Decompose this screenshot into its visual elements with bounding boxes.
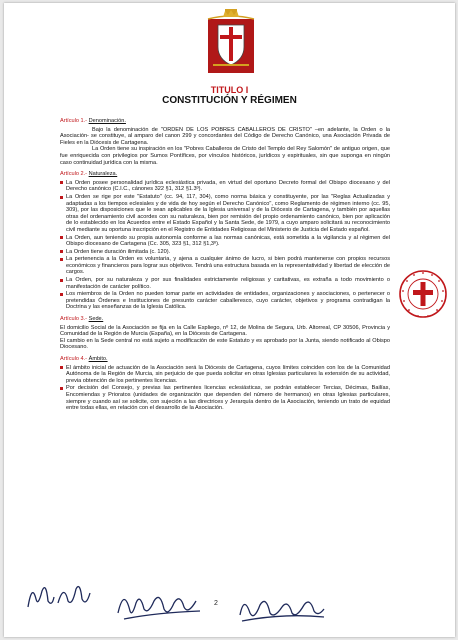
article-number: Artículo 1.- — [60, 118, 88, 124]
paragraph: La Orden tiene su inspiración en los "Pobres Caballeros de Cristo del Templo del Rey Salomón" de antiguo origen, que fue enriquecida con privilegios por Sumos Pontífices, por vínculos históricos, jurídicos y espirituales, sin que suponga en ningún caso continuidad jurídica con la misma. — [60, 146, 390, 166]
page-number: 2 — [214, 600, 218, 607]
list-item: La Orden, aun teniendo su propia autonomía conforme a las normas canónicas, está sometida a la vigilancia y al régimen del Obispo diocesano de Cartagena (Cc. 305, 323 §1, 312 §1,3º). — [60, 235, 390, 248]
article-2 — [60, 171, 390, 311]
paragraph: El cambio en la Sede central no está sujeto a modificación de este Estatuto y es aprobado por la Junta, siendo notificado al Obispo Diocesano. — [60, 337, 390, 351]
official-seal-icon — [397, 249, 449, 339]
coat-of-arms-icon — [205, 9, 257, 75]
article-title: Ámbito. — [88, 356, 108, 362]
paragraph: Bajo la denominación de "ORDEN DE LOS POBRES CABALLEROS DE CRISTO" –en adelante, la Orden o la Asociación- se constituye, al amparo del canon 299 y concordantes del Código de Derecho Canónico, una Asociación Privada de Fieles en la Diócesis de Cartagena. — [60, 126, 390, 146]
article-title: Denominación. — [88, 118, 126, 124]
page-title: CONSTITUCIÓN Y RÉGIMEN — [162, 95, 297, 106]
list-item: La Orden posee personalidad jurídica eclesiástica privada, en virtud del oportuno Decreto formal del Obispo diocesano y del Derecho canónico (C.I.C., cánones 322 §1, 312 §1.3º). — [60, 180, 390, 193]
signature-1 — [24, 577, 94, 617]
article-number: Artículo 4.- — [60, 356, 88, 362]
article-4 — [60, 356, 390, 412]
list-item: La Orden se rige por este "Estatuto" (cc. 94, 117, 304), como norma básica y constituyente, por las "Reglas Actualizadas y adaptadas a los tiempos eclesiales y de vida de hoy según el Derecho Canónico", como Reglamento de régimen interno (cc. 95, 309), por las disposiciones que le sean aplicables de la Iglesia universal y de la Diócesis de Cartagena, y también por aquellas otras del ordenamiento civil acordes con su naturaleza, bien por remisión del propio ordenamiento canónico, bien por aplicación de lo establecido en los Acuerdos entre el Estado Español y la Santa Sede, de 1979, a cuyo amparo solicitará su reconocimiento civil mediante su oportuna inscripción en el Registro de Entidades Religiosas del Ministerio de Justicia del Estado español. — [60, 194, 390, 234]
article-list — [60, 365, 390, 412]
list-item: Los miembros de la Orden no pueden tomar parte en actividades de entidades, organizaciones y asociaciones, o pertenecer o pretendidas Órdenes e Instituciones de presunto carácter caballeresco, cuyo carácter, objetivos y programa contradigan la Doctrina y las enseñanzas de la Iglesia Católica. — [60, 291, 390, 311]
list-item: La pertenencia a la Orden es voluntaria, y ajena a cualquier ánimo de lucro, si bien podrá mantenerse con propios recursos económicos y financieros para lograr sus objetivos. Tendrá una estructura basada en la representatividad y libertad de elección de cargos. — [60, 256, 390, 276]
signature-2 — [114, 583, 204, 625]
list-item: El ámbito inicial de actuación de la Asociación será la Diócesis de Cartagena, cuyos límites coinciden con los de la Comunidad Autónoma de la Región de Murcia, sin perjuicio de que pueda solicitar en otras Iglesias particulares la extensión de su actividad, previa obtención de los pertinentes licencias. — [60, 365, 390, 385]
document-page — [4, 3, 455, 637]
list-item: La Orden, por su naturaleza y por sus finalidades estrictamente religiosas y caritativas, es extraña a todo movimiento o manifestación de carácter político. — [60, 277, 390, 290]
article-number: Artículo 3.- — [60, 316, 88, 323]
article-title: Sede. — [88, 316, 104, 323]
article-heading — [60, 118, 390, 125]
article-list — [60, 180, 390, 311]
article-heading — [60, 316, 390, 323]
article-title: Naturaleza. — [88, 171, 118, 178]
title-number: TITULO I — [210, 85, 249, 95]
article-3 — [60, 316, 390, 351]
signature-3 — [236, 587, 328, 627]
article-heading — [60, 356, 390, 363]
article-1 — [60, 118, 390, 166]
document-body — [60, 113, 390, 413]
list-item: La Orden tiene duración ilimitada (c. 120). — [60, 249, 390, 256]
paragraph: El domicilio Social de la Asociación se fija en la Calle Espliego, nº 12, de Molina de Segura, Urb. Altorreal, CP 30506, Provincia y Comunidad de la Región de Murcia (España), en la Diócesis de Cartagena. — [60, 324, 390, 338]
article-heading — [60, 171, 390, 178]
list-item: Por decisión del Consejo, y previas las pertinentes licencias eclesiásticas, se podrán establecer Tercias, Décimas, Bailías, Encomiendas y Prioratos (unidades de organización que dependen del número de hermanos) en otras Iglesias particulares, siempre y cuando así se solicite, con sujeción a las directrices y Jerarquía dentro de la Asociación, teniendo un trato de equidad entre todas ellas, en relación con el desarrollo de la Asociación. — [60, 385, 390, 411]
article-number: Artículo 2.- — [60, 171, 88, 178]
